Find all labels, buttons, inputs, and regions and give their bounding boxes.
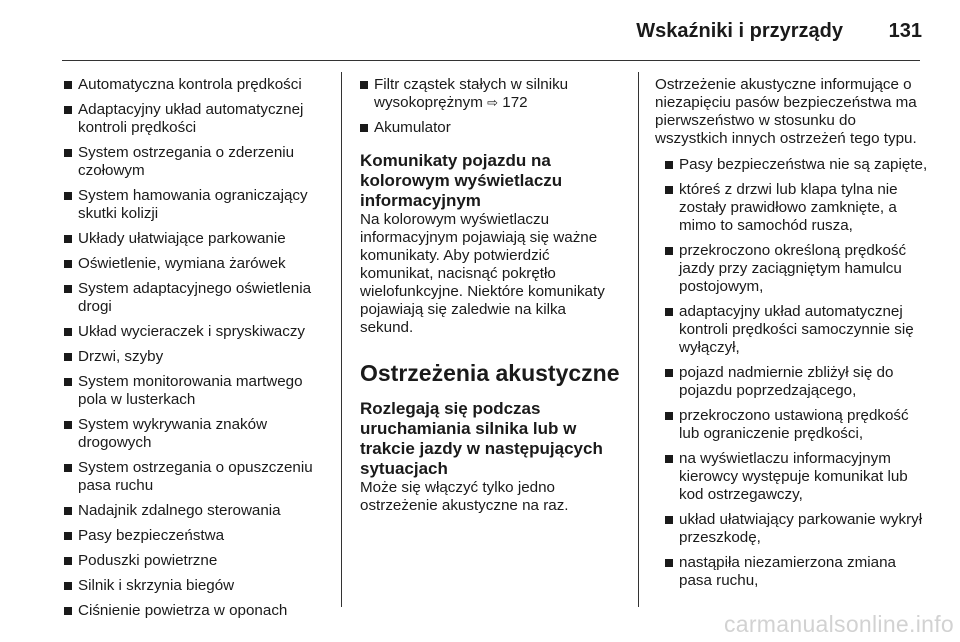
column-1	[64, 76, 334, 627]
list-item: System hamowania ograniczający skutki kolizji	[64, 187, 334, 223]
list-item: Oświetlenie, wymiana żarówek	[64, 255, 334, 273]
list-item: nastąpiła niezamierzona zmiana pasa ruchu,	[665, 554, 930, 590]
page-number: 131	[888, 20, 922, 42]
list-item: Adaptacyjny układ automatycznej kontroli prędkości	[64, 101, 334, 137]
list-item: System adaptacyjnego oświetlenia drogi	[64, 280, 334, 316]
list-item: układ ułatwiający parkowanie wykrył przeszkodę,	[665, 511, 930, 547]
list-item: Poduszki powietrzne	[64, 552, 334, 570]
header-divider	[62, 60, 920, 61]
list-item: przekroczono określoną prędkość jazdy przy zaciągniętym hamulcu postojowym,	[665, 242, 930, 296]
list-item: przekroczono ustawioną prędkość lub ograniczenie prędkości,	[665, 407, 930, 443]
list-item	[360, 76, 622, 112]
list-item: Ciśnienie powietrza w oponach	[64, 602, 334, 620]
body-paragraph: Na kolorowym wyświetlaczu informacyjnym pojawiają się ważne komunikaty. Aby potwierdzić komunikat, nacisnąć pokrętło wielofunkcyjne. Niektóre komunikaty pojawiają się zaledwie na kilka sekund.	[360, 211, 605, 336]
topic-list	[64, 76, 334, 620]
list-item: Silnik i skrzynia biegów	[64, 577, 334, 595]
page-reference-arrow-icon[interactable]: ⇨	[487, 95, 499, 110]
list-item: Pasy bezpieczeństwa nie są zapięte,	[665, 156, 930, 174]
subsection-heading: Rozlegają się podczas uruchamiania silnika lub w trakcie jazdy w następujących sytuacjach	[360, 399, 603, 478]
list-item: adaptacyjny układ automatycznej kontroli prędkości samoczynnie się wyłączył,	[665, 303, 930, 357]
list-item: System ostrzegania o zderzeniu czołowym	[64, 144, 334, 180]
list-item: System wykrywania znaków drogowych	[64, 416, 334, 452]
section-heading: Komunikaty pojazdu na kolorowym wyświetlaczu informacyjnym	[360, 151, 563, 210]
main-heading: Ostrzeżenia akustyczne	[360, 360, 620, 386]
list-item-text: Filtr cząstek stałych w silniku wysokoprężnym	[374, 76, 569, 111]
list-item: Automatyczna kontrola prędkości	[64, 76, 334, 94]
page-title: Wskaźniki i przyrządy	[636, 20, 843, 42]
list-item: Pasy bezpieczeństwa	[64, 527, 334, 545]
watermark: carmanualsonline.info	[723, 611, 954, 637]
column-divider-1	[341, 72, 342, 607]
body-paragraph: Ostrzeżenie akustyczne informujące o niezapięciu pasów bezpieczeństwa ma pierwszeństwo w stosunku do wszystkich innych ostrzeżeń tego typu.	[655, 76, 917, 147]
list-item: Akumulator	[360, 119, 622, 137]
column-3	[655, 76, 930, 597]
list-item: Nadajnik zdalnego sterowania	[64, 502, 334, 520]
column-divider-2	[638, 72, 639, 607]
topic-list-continued	[360, 76, 622, 137]
list-item: Układ wycieraczek i spryskiwaczy	[64, 323, 334, 341]
list-item: System monitorowania martwego pola w lusterkach	[64, 373, 334, 409]
page-header	[0, 0, 960, 62]
list-item: pojazd nadmiernie zbliżył się do pojazdu poprzedzającego,	[665, 364, 930, 400]
list-item: Drzwi, szyby	[64, 348, 334, 366]
warning-list	[655, 156, 930, 590]
list-item: System ostrzegania o opuszczeniu pasa ruchu	[64, 459, 334, 495]
page-reference-link[interactable]: 172	[502, 94, 528, 111]
body-paragraph: Może się włączyć tylko jedno ostrzeżenie akustyczne na raz.	[360, 479, 569, 514]
list-item: któreś z drzwi lub klapa tylna nie zostały prawidłowo zamknięte, a mimo to samochód rusza,	[665, 181, 930, 235]
column-2	[360, 76, 622, 515]
list-item: na wyświetlaczu informacyjnym kierowcy występuje komunikat lub kod ostrzegawczy,	[665, 450, 930, 504]
list-item: Układy ułatwiające parkowanie	[64, 230, 334, 248]
